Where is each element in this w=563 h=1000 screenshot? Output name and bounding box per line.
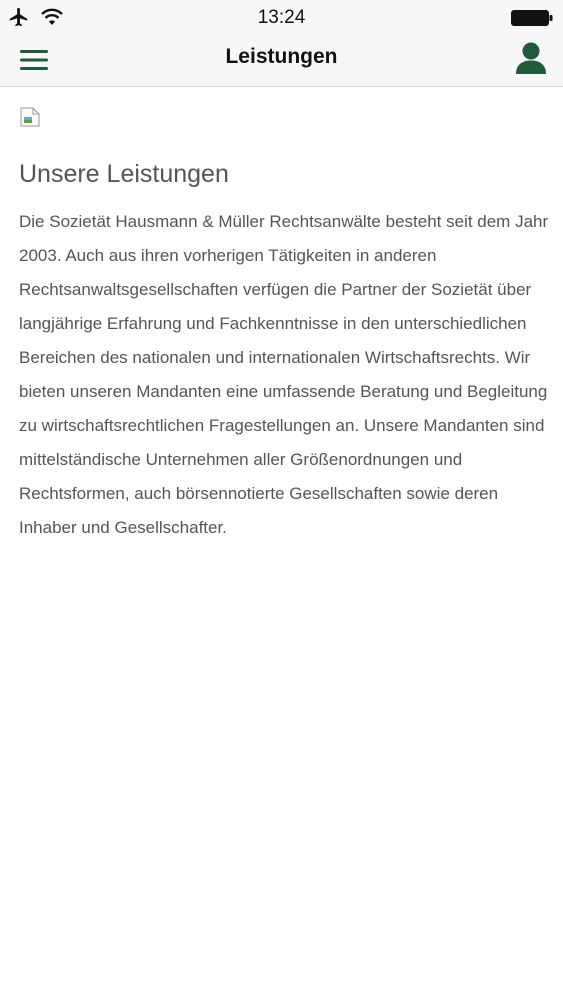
page-title: Leistungen bbox=[225, 45, 338, 68]
status-bar bbox=[0, 0, 563, 36]
navigation-bar bbox=[0, 36, 563, 87]
broken-image-icon bbox=[19, 106, 41, 128]
battery-icon bbox=[511, 10, 553, 26]
user-profile-button[interactable] bbox=[513, 40, 549, 78]
section-heading: Unsere Leistungen bbox=[19, 160, 229, 188]
status-time: 13:24 bbox=[257, 7, 306, 28]
section-body-text: Die Sozietät Hausmann & Müller Rechtsanwälte besteht seit dem Jahr 2003. Auch aus ihren vorherigen Tätigkeiten in anderen Rechtsanwaltsgesellschaften verfügen die Partner der Sozietät über langjährige Erfahrung und Fachkenntnisse in den unterschiedlichen Bereichen des nationalen und internationalen Wirtschaftsrechts. Wir bieten unseren Mandanten eine umfassende Beratung und Begleitung zu wirtschaftsrechtlichen Fragestellungen an. Unsere Mandanten sind mittelständische Unternehmen aller Größenordnungen und Rechtsformen, auch börsennotierte Gesellschaften sowie deren Inhaber und Gesellschafter. bbox=[19, 212, 549, 537]
user-icon bbox=[513, 40, 549, 78]
content-section bbox=[19, 160, 549, 545]
